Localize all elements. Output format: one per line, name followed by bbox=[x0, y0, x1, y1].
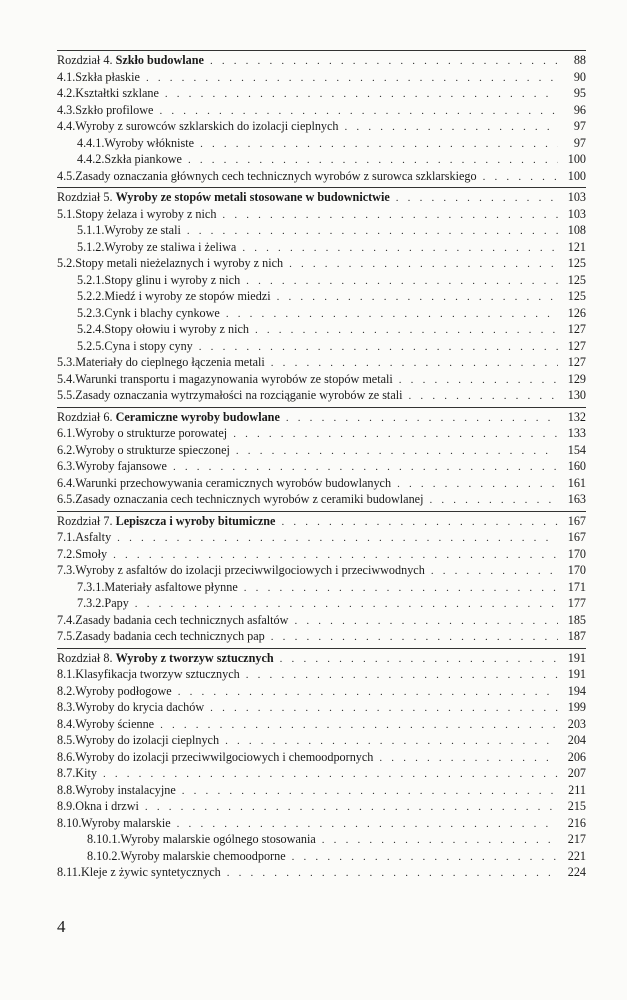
section-number: 5.2.3. bbox=[77, 305, 105, 320]
chapter-heading bbox=[57, 650, 274, 667]
chapter-title: Ceramiczne wyroby budowlane bbox=[115, 409, 280, 424]
toc-page-number: 100 bbox=[567, 168, 586, 183]
dot-leader bbox=[233, 426, 558, 443]
section-title: Zasady oznaczania cech technicznych wyrobów z ceramiki budowlanej bbox=[75, 492, 424, 506]
dot-leader bbox=[159, 103, 558, 120]
section-title: Zasady oznaczania wytrzymałości na rozciąganie wyrobów ze stali bbox=[75, 388, 403, 402]
dot-leader bbox=[292, 849, 558, 866]
section-heading bbox=[75, 85, 159, 102]
section-number: 6.4. bbox=[57, 475, 76, 490]
toc-page-number: 100 bbox=[567, 152, 586, 166]
chapter-prefix: Rozdział 5. bbox=[57, 190, 113, 204]
section-number: 7.2. bbox=[57, 546, 76, 561]
toc-page-number: 191 bbox=[567, 650, 586, 665]
section-title: Stopy ołowiu i wyroby z nich bbox=[104, 322, 249, 336]
section-number: 4.5. bbox=[57, 168, 76, 183]
toc-page-number: 108 bbox=[567, 223, 586, 237]
chapter-title: Szkło budowlane bbox=[115, 53, 204, 67]
dot-leader bbox=[177, 816, 558, 833]
section-heading bbox=[75, 798, 139, 815]
toc-page-number: 133 bbox=[567, 426, 586, 440]
section-number: 4.1. bbox=[57, 69, 76, 84]
toc-page-number: 96 bbox=[573, 102, 586, 117]
toc-page-number: 126 bbox=[567, 305, 586, 320]
toc-chapter-row bbox=[57, 648, 586, 667]
section-number: 8.3. bbox=[57, 700, 76, 714]
dot-leader bbox=[345, 119, 558, 136]
toc-chapter-row bbox=[57, 511, 586, 530]
toc-entry-row bbox=[57, 222, 586, 239]
section-number: 8.4. bbox=[57, 716, 76, 731]
section-title: Wyroby o strukturze spieczonej bbox=[75, 442, 230, 457]
section-heading bbox=[104, 222, 180, 239]
dot-leader bbox=[246, 667, 558, 684]
toc-page-number: 88 bbox=[573, 53, 586, 67]
dot-leader bbox=[145, 799, 558, 816]
toc-page-number: 163 bbox=[567, 492, 586, 506]
toc-entry-row bbox=[57, 529, 586, 546]
section-number: 5.3. bbox=[57, 355, 76, 369]
dot-leader bbox=[236, 443, 558, 460]
toc-entry-row bbox=[57, 628, 586, 645]
section-title: Klasyfikacja tworzyw sztucznych bbox=[75, 667, 240, 681]
section-number: 8.7. bbox=[57, 766, 76, 780]
dot-leader bbox=[242, 240, 558, 257]
toc-page-number: 203 bbox=[567, 716, 586, 731]
section-heading bbox=[121, 848, 286, 865]
toc-page-number: 191 bbox=[567, 667, 586, 681]
toc-entry-row bbox=[57, 305, 586, 322]
toc-entry-row bbox=[57, 848, 586, 865]
dot-leader bbox=[322, 832, 558, 849]
dot-leader bbox=[281, 514, 558, 531]
section-heading bbox=[75, 612, 288, 629]
toc-page-number: 127 bbox=[567, 355, 586, 369]
section-heading bbox=[104, 338, 192, 355]
dot-leader bbox=[396, 190, 558, 207]
section-heading bbox=[104, 135, 194, 152]
toc-entry-row bbox=[57, 546, 586, 563]
chapter-prefix: Rozdział 4. bbox=[57, 53, 113, 67]
section-heading bbox=[75, 168, 476, 185]
toc-entry-row bbox=[57, 85, 586, 102]
section-heading bbox=[75, 118, 338, 135]
section-heading bbox=[75, 765, 97, 782]
section-title: Wyroby ze stali bbox=[104, 223, 181, 237]
toc-page-number: 121 bbox=[567, 239, 586, 254]
section-number: 7.5. bbox=[57, 629, 76, 643]
chapter-prefix: Rozdział 7. bbox=[57, 513, 113, 528]
section-title: Wyroby ze staliwa i żeliwa bbox=[104, 239, 237, 254]
section-title: Papy bbox=[104, 596, 129, 610]
dot-leader bbox=[483, 169, 558, 186]
section-heading bbox=[75, 387, 402, 404]
toc-entry-row bbox=[57, 595, 586, 612]
section-title: Wyroby do izolacji przeciwwilgociowych i chemoodpornych bbox=[75, 749, 374, 764]
section-heading bbox=[104, 305, 219, 322]
toc-entry-row bbox=[57, 151, 586, 168]
toc-page-number: 167 bbox=[567, 513, 586, 528]
toc-entry-row bbox=[57, 798, 586, 815]
section-title: Wyroby z asfaltów do izolacji przeciwwilgociowych i przeciwwodnych bbox=[75, 563, 425, 577]
toc-page-number: 103 bbox=[567, 190, 586, 204]
section-title: Warunki przechowywania ceramicznych wyrobów budowlanych bbox=[75, 475, 392, 490]
section-heading bbox=[104, 595, 128, 612]
toc-page-number: 154 bbox=[567, 442, 586, 457]
dot-leader bbox=[409, 388, 558, 405]
section-number: 8.10.2. bbox=[87, 848, 121, 863]
dot-leader bbox=[225, 733, 558, 750]
section-number: 5.2.4. bbox=[77, 322, 105, 336]
section-number: 5.2. bbox=[57, 256, 76, 270]
dot-leader bbox=[103, 766, 558, 783]
dot-leader bbox=[188, 152, 558, 169]
toc-entry-row bbox=[57, 354, 586, 371]
toc-entry-row bbox=[57, 732, 586, 749]
dot-leader bbox=[222, 207, 558, 224]
section-number: 8.9. bbox=[57, 799, 76, 813]
section-title: Kleje z żywic syntetycznych bbox=[80, 865, 221, 879]
toc-page-number: 167 bbox=[567, 530, 586, 544]
section-number: 7.3. bbox=[57, 563, 76, 577]
toc-page-number: 127 bbox=[567, 322, 586, 336]
toc-entry-row bbox=[57, 666, 586, 683]
toc-entry-row bbox=[57, 206, 586, 223]
dot-leader bbox=[379, 750, 558, 767]
toc-page-number: 161 bbox=[567, 475, 586, 490]
toc-page-number: 206 bbox=[567, 749, 586, 764]
dot-leader bbox=[277, 289, 558, 306]
toc-page-number: 221 bbox=[567, 848, 586, 863]
section-heading bbox=[75, 442, 230, 459]
toc-page-number: 216 bbox=[567, 815, 586, 830]
section-title: Wyroby włókniste bbox=[104, 135, 195, 150]
dot-leader bbox=[200, 136, 558, 153]
section-number: 5.1.1. bbox=[77, 223, 105, 237]
toc-entry-row bbox=[57, 321, 586, 338]
section-title: Smoły bbox=[75, 546, 108, 561]
section-number: 5.2.1. bbox=[77, 272, 105, 287]
section-number: 8.10.1. bbox=[87, 832, 121, 846]
toc-entry-row bbox=[57, 338, 586, 355]
section-number: 8.10. bbox=[57, 815, 82, 830]
toc-entry-row bbox=[57, 475, 586, 492]
section-number: 5.2.2. bbox=[77, 289, 105, 303]
section-number: 8.6. bbox=[57, 749, 76, 764]
dot-leader bbox=[244, 580, 558, 597]
section-heading bbox=[75, 371, 393, 388]
section-heading bbox=[104, 288, 270, 305]
toc-entry-row bbox=[57, 102, 586, 119]
dot-leader bbox=[227, 865, 558, 882]
section-heading bbox=[75, 749, 373, 766]
section-number: 8.5. bbox=[57, 733, 76, 747]
section-heading bbox=[75, 699, 204, 716]
dot-leader bbox=[160, 717, 558, 734]
section-title: Wyroby podłogowe bbox=[75, 683, 172, 698]
chapter-title: Lepiszcza i wyroby bitumiczne bbox=[115, 513, 276, 528]
toc-page-number: 224 bbox=[567, 865, 586, 879]
toc-entry-row bbox=[57, 699, 586, 716]
section-title: Asfalty bbox=[75, 530, 112, 544]
toc-page-number: 132 bbox=[567, 409, 586, 424]
dot-leader bbox=[289, 256, 558, 273]
section-heading bbox=[75, 491, 423, 508]
section-heading bbox=[75, 683, 171, 700]
section-heading bbox=[75, 102, 153, 119]
section-heading bbox=[104, 272, 240, 289]
toc-page-number: 90 bbox=[573, 69, 586, 84]
dot-leader bbox=[399, 372, 558, 389]
section-heading bbox=[75, 546, 107, 563]
chapter-title: Wyroby z tworzyw sztucznych bbox=[115, 650, 274, 665]
toc-page-number: 129 bbox=[567, 371, 586, 386]
section-number: 4.4.2. bbox=[77, 152, 105, 166]
section-number: 6.5. bbox=[57, 492, 76, 506]
section-number: 5.5. bbox=[57, 388, 76, 402]
toc-page-number: 177 bbox=[567, 596, 586, 610]
dot-leader bbox=[246, 273, 558, 290]
section-heading bbox=[75, 475, 391, 492]
section-number: 4.3. bbox=[57, 102, 76, 117]
section-heading bbox=[75, 69, 140, 86]
toc-entry-row bbox=[57, 239, 586, 256]
dot-leader bbox=[255, 322, 558, 339]
section-heading bbox=[75, 529, 111, 546]
section-title: Wyroby fajansowe bbox=[75, 459, 167, 473]
section-heading bbox=[75, 666, 239, 683]
section-title: Stopy metali nieżelaznych i wyroby z nich bbox=[75, 256, 284, 270]
chapter-title: Wyroby ze stopów metali stosowane w budownictwie bbox=[115, 190, 390, 204]
toc-entry-row bbox=[57, 442, 586, 459]
section-title: Szkła płaskie bbox=[75, 69, 140, 84]
chapter-prefix: Rozdział 6. bbox=[57, 409, 113, 424]
section-number: 7.4. bbox=[57, 612, 76, 627]
toc-entry-row bbox=[57, 272, 586, 289]
toc-page-number: 211 bbox=[568, 782, 586, 797]
toc-entry-row bbox=[57, 371, 586, 388]
toc-page-number: 187 bbox=[567, 629, 586, 643]
dot-leader bbox=[271, 355, 558, 372]
toc-page-number: 97 bbox=[573, 119, 586, 133]
toc-entry-row bbox=[57, 458, 586, 475]
section-title: Szkło profilowe bbox=[75, 102, 154, 117]
toc-chapter-row bbox=[57, 407, 586, 426]
section-number: 7.3.2. bbox=[77, 596, 105, 610]
toc-entry-row bbox=[57, 864, 586, 881]
section-title: Kształtki szklane bbox=[75, 86, 159, 100]
section-title: Szkła piankowe bbox=[104, 152, 182, 166]
section-heading bbox=[75, 425, 227, 442]
toc-entry-row bbox=[57, 749, 586, 766]
toc-entry-row bbox=[57, 562, 586, 579]
toc-page-number: 194 bbox=[567, 683, 586, 698]
toc-chapter-row bbox=[57, 50, 586, 69]
section-heading bbox=[75, 354, 265, 371]
toc-page-number: 97 bbox=[573, 135, 586, 150]
section-number: 6.1. bbox=[57, 426, 76, 440]
section-title: Wyroby malarskie chemoodporne bbox=[120, 848, 286, 863]
toc-page-number: 160 bbox=[567, 459, 586, 473]
section-title: Stopy żelaza i wyroby z nich bbox=[75, 206, 217, 221]
toc-entry-row bbox=[57, 288, 586, 305]
toc-page-number: 199 bbox=[567, 700, 586, 714]
section-heading bbox=[81, 815, 171, 832]
dot-leader bbox=[113, 547, 558, 564]
section-heading bbox=[104, 239, 236, 256]
dot-leader bbox=[429, 492, 558, 509]
section-number: 4.4. bbox=[57, 119, 76, 133]
section-heading bbox=[121, 831, 316, 848]
dot-leader bbox=[397, 476, 558, 493]
toc-entry-row bbox=[57, 69, 586, 86]
toc-chapter-row bbox=[57, 187, 586, 206]
toc-page-number: 170 bbox=[567, 546, 586, 561]
section-heading bbox=[104, 321, 249, 338]
section-heading bbox=[81, 864, 221, 881]
toc-page-number: 95 bbox=[573, 86, 586, 100]
toc-entry-row bbox=[57, 387, 586, 404]
toc-entry-row bbox=[57, 716, 586, 733]
section-title: Wyroby ścienne bbox=[75, 716, 155, 731]
section-title: Cynk i blachy cynkowe bbox=[104, 305, 220, 320]
toc-entry-row bbox=[57, 683, 586, 700]
toc-page-number: 170 bbox=[567, 563, 586, 577]
dot-leader bbox=[294, 613, 558, 630]
toc-page-number: 127 bbox=[567, 338, 586, 353]
dot-leader bbox=[173, 459, 558, 476]
section-number: 8.8. bbox=[57, 782, 76, 797]
dot-leader bbox=[146, 70, 558, 87]
toc-entry-row bbox=[57, 579, 586, 596]
chapter-heading bbox=[57, 52, 204, 69]
section-title: Materiały asfaltowe płynne bbox=[104, 579, 238, 594]
toc-entry-row bbox=[57, 491, 586, 508]
section-heading bbox=[75, 628, 264, 645]
dot-leader bbox=[182, 783, 558, 800]
section-title: Cyna i stopy cyny bbox=[104, 338, 193, 353]
section-number: 4.2. bbox=[57, 86, 76, 100]
toc-page-number: 103 bbox=[567, 206, 586, 221]
section-number: 7.3.1. bbox=[77, 579, 105, 594]
section-heading bbox=[75, 562, 425, 579]
section-title: Wyroby instalacyjne bbox=[75, 782, 176, 797]
dot-leader bbox=[226, 306, 558, 323]
section-title: Miedź i wyroby ze stopów miedzi bbox=[104, 289, 271, 303]
toc-entry-row bbox=[57, 118, 586, 135]
page-number: 4 bbox=[57, 917, 66, 936]
section-number: 7.1. bbox=[57, 530, 76, 544]
toc-entry-row bbox=[57, 612, 586, 629]
toc-entry-row bbox=[57, 135, 586, 152]
section-title: Kity bbox=[75, 766, 97, 780]
section-title: Zasady badania cech technicznych pap bbox=[75, 629, 265, 643]
section-heading bbox=[75, 732, 219, 749]
section-heading bbox=[75, 255, 283, 272]
toc-page-number: 204 bbox=[567, 733, 586, 747]
section-title: Zasady badania cech technicznych asfaltów bbox=[75, 612, 289, 627]
section-number: 6.2. bbox=[57, 442, 76, 457]
section-heading bbox=[104, 151, 182, 168]
toc-page-number: 217 bbox=[567, 832, 586, 846]
section-title: Warunki transportu i magazynowania wyrobów ze stopów metali bbox=[75, 371, 393, 386]
section-number: 8.11. bbox=[57, 865, 81, 879]
toc-entry-row bbox=[57, 255, 586, 272]
toc-page-number: 185 bbox=[567, 612, 586, 627]
chapter-heading bbox=[57, 189, 390, 206]
dot-leader bbox=[187, 223, 558, 240]
section-title: Wyroby o strukturze porowatej bbox=[75, 426, 228, 440]
toc-page-number: 171 bbox=[567, 579, 586, 594]
table-of-contents bbox=[57, 50, 586, 881]
section-title: Wyroby malarskie bbox=[81, 815, 171, 830]
section-number: 6.3. bbox=[57, 459, 76, 473]
dot-leader bbox=[210, 53, 558, 70]
chapter-heading bbox=[57, 409, 280, 426]
dot-leader bbox=[165, 86, 558, 103]
toc-page-number: 130 bbox=[567, 388, 586, 402]
section-title: Wyroby do izolacji cieplnych bbox=[75, 733, 220, 747]
section-title: Wyroby malarskie ogólnego stosowania bbox=[120, 832, 316, 846]
dot-leader bbox=[280, 651, 558, 668]
section-title: Okna i drzwi bbox=[75, 799, 139, 813]
section-number: 5.1. bbox=[57, 206, 76, 221]
toc-entry-row bbox=[57, 782, 586, 799]
dot-leader bbox=[117, 530, 558, 547]
dot-leader bbox=[431, 563, 558, 580]
toc-page-number: 215 bbox=[567, 799, 586, 813]
section-heading bbox=[104, 579, 237, 596]
dot-leader bbox=[271, 629, 558, 646]
section-title: Zasady oznaczania głównych cech technicznych wyrobów z surowca szklarskiego bbox=[75, 168, 477, 183]
dot-leader bbox=[199, 339, 558, 356]
toc-entry-row bbox=[57, 425, 586, 442]
chapter-heading bbox=[57, 513, 275, 530]
section-title: Stopy glinu i wyroby z nich bbox=[104, 272, 241, 287]
section-number: 4.4.1. bbox=[77, 135, 105, 150]
dot-leader bbox=[286, 410, 558, 427]
section-title: Wyroby do krycia dachów bbox=[75, 700, 205, 714]
section-number: 8.2. bbox=[57, 683, 76, 698]
section-heading bbox=[75, 206, 216, 223]
section-heading bbox=[75, 716, 154, 733]
dot-leader bbox=[178, 684, 558, 701]
toc-entry-row bbox=[57, 815, 586, 832]
toc-page-number: 207 bbox=[567, 766, 586, 780]
section-title: Wyroby z surowców szklarskich do izolacji cieplnych bbox=[75, 119, 339, 133]
dot-leader bbox=[210, 700, 558, 717]
toc-page-number: 125 bbox=[567, 289, 586, 303]
section-number: 8.1. bbox=[57, 667, 76, 681]
toc-page-number: 125 bbox=[567, 272, 586, 287]
toc-entry-row bbox=[57, 765, 586, 782]
toc-entry-row bbox=[57, 831, 586, 848]
section-heading bbox=[75, 782, 175, 799]
section-heading bbox=[75, 458, 167, 475]
section-title: Materiały do cieplnego łączenia metali bbox=[75, 355, 265, 369]
dot-leader bbox=[135, 596, 558, 613]
toc-page-number: 125 bbox=[567, 256, 586, 270]
section-number: 5.1.2. bbox=[77, 239, 105, 254]
section-number: 5.2.5. bbox=[77, 338, 105, 353]
section-number: 5.4. bbox=[57, 371, 76, 386]
chapter-prefix: Rozdział 8. bbox=[57, 650, 113, 665]
toc-entry-row bbox=[57, 168, 586, 185]
